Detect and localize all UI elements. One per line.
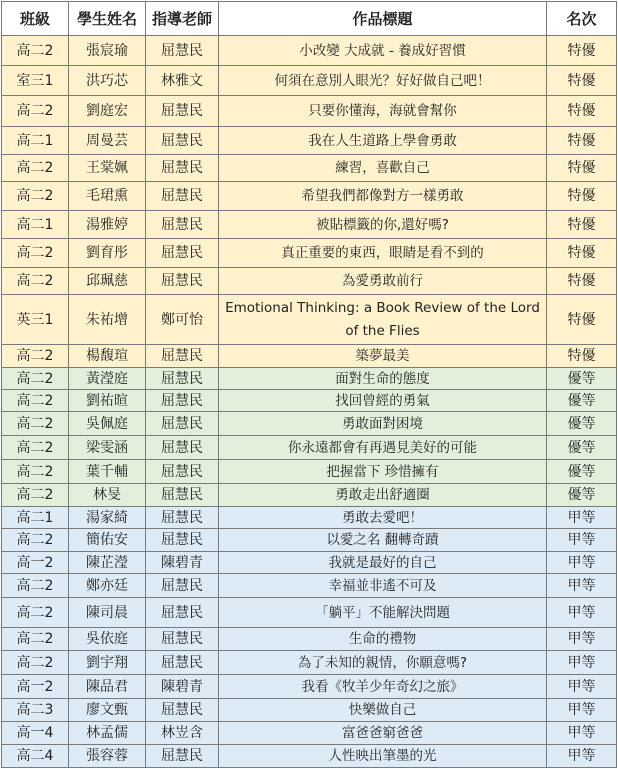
table-row [2, 745, 617, 768]
cell-title: 幸福並非遙不可及 [219, 574, 547, 598]
cell-rank: 優等 [547, 368, 617, 390]
header-student: 學生姓名 [69, 2, 146, 36]
cell-class: 高二2 [2, 36, 69, 66]
cell-student: 湯雅婷 [69, 211, 146, 239]
table-row [2, 628, 617, 651]
cell-rank: 優等 [547, 460, 617, 484]
cell-student: 楊馥瑄 [69, 345, 146, 368]
cell-class: 高二3 [2, 699, 69, 722]
table-row [2, 211, 617, 239]
table-body [2, 36, 617, 768]
cell-teacher: 屈慧民 [146, 507, 219, 529]
cell-student: 劉宇翔 [69, 651, 146, 675]
cell-class: 高一2 [2, 552, 69, 574]
cell-teacher: 鄭可怡 [146, 295, 219, 345]
cell-rank: 特優 [547, 66, 617, 96]
awards-table [1, 1, 617, 768]
cell-rank: 甲等 [547, 529, 617, 552]
table-row [2, 529, 617, 552]
cell-class: 高一4 [2, 722, 69, 745]
cell-rank: 特優 [547, 345, 617, 368]
cell-title: 希望我們都像對方一樣勇敢 [219, 182, 547, 211]
cell-rank: 特優 [547, 36, 617, 66]
table-row [2, 268, 617, 295]
cell-class: 高二2 [2, 574, 69, 598]
cell-rank: 特優 [547, 211, 617, 239]
cell-title: 「躺平」不能解決問題 [219, 598, 547, 628]
cell-title: 何須在意別人眼光？好好做自己吧！ [219, 66, 547, 96]
table-row [2, 552, 617, 574]
table-row [2, 295, 617, 345]
cell-class: 高二2 [2, 651, 69, 675]
cell-rank: 優等 [547, 436, 617, 460]
cell-title: 練習，喜歡自己 [219, 155, 547, 182]
table-row [2, 722, 617, 745]
table-row [2, 598, 617, 628]
cell-student: 王棠姵 [69, 155, 146, 182]
cell-teacher: 屈慧民 [146, 268, 219, 295]
cell-title: 生命的禮物 [219, 628, 547, 651]
cell-class: 高二2 [2, 412, 69, 436]
cell-rank: 甲等 [547, 675, 617, 699]
cell-rank: 甲等 [547, 745, 617, 768]
cell-title: 築夢最美 [219, 345, 547, 368]
cell-class: 高二1 [2, 127, 69, 155]
table-row [2, 484, 617, 507]
cell-student: 朱祐增 [69, 295, 146, 345]
cell-title: 真正重要的東西，眼睛是看不到的 [219, 239, 547, 268]
table-header-row [2, 2, 617, 36]
cell-class: 高二2 [2, 182, 69, 211]
cell-teacher: 屈慧民 [146, 436, 219, 460]
cell-student: 陳芷瀅 [69, 552, 146, 574]
cell-teacher: 屈慧民 [146, 699, 219, 722]
cell-title: 我就是最好的自己 [219, 552, 547, 574]
table-row [2, 675, 617, 699]
cell-title: 只要你懂海，海就會幫你 [219, 96, 547, 127]
cell-title: 被貼標籤的你,還好嗎? [219, 211, 547, 239]
cell-student: 鄭亦廷 [69, 574, 146, 598]
cell-teacher: 屈慧民 [146, 598, 219, 628]
cell-student: 簡佑安 [69, 529, 146, 552]
table-row [2, 460, 617, 484]
cell-rank: 甲等 [547, 651, 617, 675]
cell-teacher: 陳碧青 [146, 552, 219, 574]
table-row [2, 127, 617, 155]
cell-class: 高二2 [2, 345, 69, 368]
cell-class: 高二2 [2, 96, 69, 127]
cell-rank: 甲等 [547, 722, 617, 745]
cell-rank: 優等 [547, 484, 617, 507]
cell-class: 高二1 [2, 507, 69, 529]
cell-rank: 優等 [547, 390, 617, 412]
table-row [2, 155, 617, 182]
cell-teacher: 屈慧民 [146, 96, 219, 127]
cell-class: 高二1 [2, 211, 69, 239]
cell-teacher: 屈慧民 [146, 529, 219, 552]
header-teacher: 指導老師 [146, 2, 219, 36]
cell-title: 人性映出筆墨的光 [219, 745, 547, 768]
table-row [2, 507, 617, 529]
cell-title: 快樂做自己 [219, 699, 547, 722]
cell-teacher: 屈慧民 [146, 211, 219, 239]
cell-class: 高二2 [2, 460, 69, 484]
cell-student: 湯家綺 [69, 507, 146, 529]
cell-title: 以愛之名 翻轉奇蹟 [219, 529, 547, 552]
cell-class: 英三1 [2, 295, 69, 345]
table-row [2, 390, 617, 412]
header-title: 作品標題 [219, 2, 547, 36]
cell-teacher: 屈慧民 [146, 182, 219, 211]
cell-title: Emotional Thinking: a Book Review of the Lord of the Flies [219, 295, 547, 345]
cell-teacher: 屈慧民 [146, 628, 219, 651]
cell-title: 面對生命的態度 [219, 368, 547, 390]
cell-teacher: 屈慧民 [146, 368, 219, 390]
cell-class: 高二2 [2, 239, 69, 268]
cell-student: 劉庭宏 [69, 96, 146, 127]
table-row [2, 436, 617, 460]
header-rank: 名次 [547, 2, 617, 36]
cell-title: 我在人生道路上學會勇敢 [219, 127, 547, 155]
cell-rank: 特優 [547, 127, 617, 155]
cell-teacher: 屈慧民 [146, 239, 219, 268]
cell-student: 張宸瑜 [69, 36, 146, 66]
table-row [2, 574, 617, 598]
cell-teacher: 屈慧民 [146, 484, 219, 507]
cell-class: 室三1 [2, 66, 69, 96]
cell-class: 高二2 [2, 390, 69, 412]
cell-class: 高一2 [2, 675, 69, 699]
cell-teacher: 林雅文 [146, 66, 219, 96]
table-row [2, 36, 617, 66]
cell-class: 高二2 [2, 268, 69, 295]
cell-title: 找回曾經的勇氣 [219, 390, 547, 412]
cell-student: 廖文甄 [69, 699, 146, 722]
cell-rank: 甲等 [547, 598, 617, 628]
table-row [2, 368, 617, 390]
table-row [2, 96, 617, 127]
cell-teacher: 屈慧民 [146, 412, 219, 436]
cell-student: 吳依庭 [69, 628, 146, 651]
cell-class: 高二4 [2, 745, 69, 768]
cell-student: 葉千輔 [69, 460, 146, 484]
cell-student: 邱珮慈 [69, 268, 146, 295]
table-row [2, 182, 617, 211]
table-row [2, 699, 617, 722]
table-row [2, 239, 617, 268]
cell-rank: 特優 [547, 96, 617, 127]
cell-rank: 甲等 [547, 574, 617, 598]
cell-title: 勇敢走出舒適圈 [219, 484, 547, 507]
cell-title: 我看《牧羊少年奇幻之旅》 [219, 675, 547, 699]
cell-teacher: 陳碧青 [146, 675, 219, 699]
header-class: 班級 [2, 2, 69, 36]
cell-student: 劉祐暄 [69, 390, 146, 412]
cell-teacher: 屈慧民 [146, 574, 219, 598]
cell-student: 毛珺熏 [69, 182, 146, 211]
cell-class: 高二2 [2, 368, 69, 390]
cell-class: 高二2 [2, 436, 69, 460]
cell-teacher: 屈慧民 [146, 460, 219, 484]
cell-rank: 特優 [547, 295, 617, 345]
cell-rank: 甲等 [547, 552, 617, 574]
cell-title: 為了未知的親情，你願意嗎? [219, 651, 547, 675]
cell-title: 勇敢去愛吧！ [219, 507, 547, 529]
cell-class: 高二2 [2, 155, 69, 182]
table-row [2, 345, 617, 368]
cell-teacher: 屈慧民 [146, 345, 219, 368]
cell-class: 高二2 [2, 628, 69, 651]
cell-student: 林旻 [69, 484, 146, 507]
cell-teacher: 屈慧民 [146, 127, 219, 155]
cell-rank: 特優 [547, 268, 617, 295]
cell-teacher: 屈慧民 [146, 36, 219, 66]
cell-title: 富爸爸窮爸爸 [219, 722, 547, 745]
cell-teacher: 屈慧民 [146, 651, 219, 675]
cell-title: 為愛勇敢前行 [219, 268, 547, 295]
cell-student: 洪巧芯 [69, 66, 146, 96]
cell-teacher: 屈慧民 [146, 390, 219, 412]
table-row [2, 651, 617, 675]
cell-student: 周曼芸 [69, 127, 146, 155]
cell-rank: 優等 [547, 412, 617, 436]
cell-rank: 甲等 [547, 628, 617, 651]
cell-title: 勇敢面對困境 [219, 412, 547, 436]
cell-student: 林孟儒 [69, 722, 146, 745]
cell-title: 把握當下 珍惜擁有 [219, 460, 547, 484]
cell-rank: 甲等 [547, 699, 617, 722]
cell-title: 你永遠都會有再遇見美好的可能 [219, 436, 547, 460]
table-row [2, 412, 617, 436]
cell-student: 劉育彤 [69, 239, 146, 268]
cell-student: 黃瀅庭 [69, 368, 146, 390]
cell-teacher: 林岦含 [146, 722, 219, 745]
cell-title: 小改變 大成就 - 養成好習慣 [219, 36, 547, 66]
cell-rank: 特優 [547, 182, 617, 211]
cell-rank: 特優 [547, 155, 617, 182]
cell-class: 高二2 [2, 484, 69, 507]
cell-rank: 甲等 [547, 507, 617, 529]
cell-student: 張容蓉 [69, 745, 146, 768]
cell-student: 陳司晨 [69, 598, 146, 628]
cell-student: 吳佩庭 [69, 412, 146, 436]
cell-rank: 特優 [547, 239, 617, 268]
cell-teacher: 屈慧民 [146, 745, 219, 768]
table-row [2, 66, 617, 96]
cell-student: 梁雯涵 [69, 436, 146, 460]
cell-class: 高二2 [2, 598, 69, 628]
cell-class: 高二2 [2, 529, 69, 552]
cell-teacher: 屈慧民 [146, 155, 219, 182]
cell-student: 陳品君 [69, 675, 146, 699]
